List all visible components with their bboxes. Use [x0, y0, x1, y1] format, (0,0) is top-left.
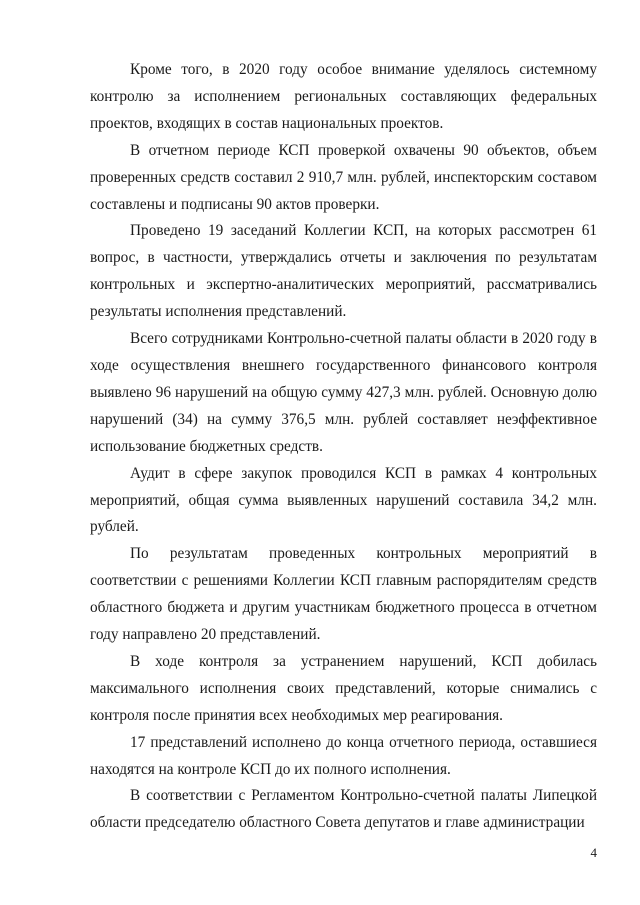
paragraph: 17 представлений исполнено до конца отчетного периода, оставшиеся находятся на контроле КСП до их полного исполнения.	[90, 733, 597, 778]
page-number: 4	[590, 845, 597, 860]
paragraph: Всего сотрудниками Контрольно-счетной палаты области в 2020 году в ходе осуществления внешнего государственного финансового контроля выявлено 96 нарушений на общую сумму 427,3 млн. рублей. Основную долю нарушений (34) на сумму 376,5 млн. рублей составляет неэффективное использование бюджетных средств.	[90, 330, 597, 455]
paragraph: По результатам проведенных контрольных мероприятий в соответствии с решениями Коллегии КСП главным распорядителям средств областного бюджета и другим участникам бюджетного процесса в отчетном году направлено 20 представлений.	[90, 545, 597, 644]
body-text	[90, 57, 597, 837]
paragraph: Кроме того, в 2020 году особое внимание уделялось системному контролю за исполнением региональных составляющих федеральных проектов, входящих в состав национальных проектов.	[90, 61, 597, 132]
paragraph: Проведено 19 заседаний Коллегии КСП, на которых рассмотрен 61 вопрос, в частности, утверждались отчеты и заключения по результатам контрольных и экспертно-аналитических мероприятий, рассматривались результаты исполнения представлений.	[90, 222, 597, 321]
paragraph: Аудит в сфере закупок проводился КСП в рамках 4 контрольных мероприятий, общая сумма выявленных нарушений составила 34,2 млн. рублей.	[90, 464, 597, 536]
paragraph: В отчетном периоде КСП проверкой охвачены 90 объектов, объем проверенных средств составил 2 910,7 млн. рублей, инспекторским составом составлены и подписаны 90 актов проверки.	[90, 141, 597, 213]
paragraph: В ходе контроля за устранением нарушений, КСП добилась максимального исполнения своих представлений, которые снимались с контроля после принятия всех необходимых мер реагирования.	[90, 652, 597, 724]
paragraph: В соответствии с Регламентом Контрольно-счетной палаты Липецкой области председателю областного Совета депутатов и главе администрации	[90, 787, 597, 832]
